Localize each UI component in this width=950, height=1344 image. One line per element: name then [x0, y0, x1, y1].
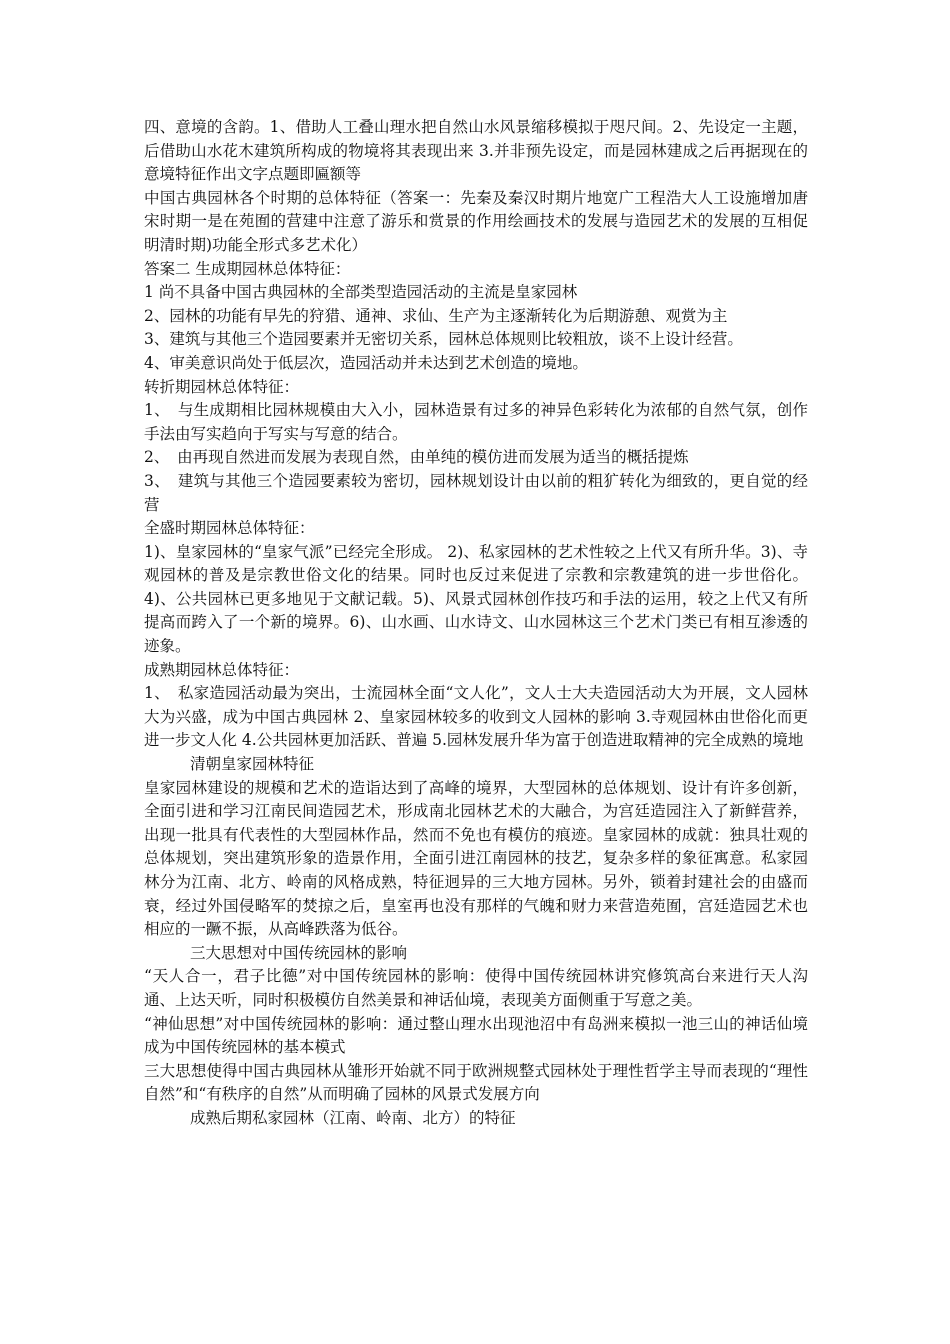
paragraph: 答案二 生成期园林总体特征： [144, 259, 351, 278]
paragraph: “神仙思想”对中国传统园林的影响：通过整山理水出现池沼中有岛洲来模拟一池三山的神话仙境成为中国传统园林的基本模式 [144, 1014, 808, 1057]
document-page [144, 116, 808, 1131]
section-heading: 成熟后期私家园林（江南、岭南、北方）的特征 [190, 1108, 516, 1127]
paragraph: 中国古典园林各个时期的总体特征（答案一：先秦及秦汉时期片地宽广工程浩大人工设施增加唐宋时期一是在苑囿的营建中注意了游乐和赏景的作用绘画技术的发展与造园艺术的发展的互相促明清时期)功能全形式多艺术化） [144, 188, 808, 254]
paragraph: 3、 建筑与其他三个造园要素较为密切，园林规划设计由以前的粗犷转化为细致的，更自觉的经营 [144, 471, 808, 514]
paragraph: 转折期园林总体特征： [144, 377, 300, 396]
paragraph: “天人合一，君子比德”对中国传统园林的影响：使得中国传统园林讲究修筑高台来进行天人沟通、上达天听，同时积极模仿自然美景和神话仙境，表现美方面侧重于写意之美。 [144, 967, 808, 1009]
paragraph: 成熟期园林总体特征： [144, 660, 300, 679]
section-heading: 三大思想对中国传统园林的影响 [190, 943, 408, 962]
paragraph: 3、建筑与其他三个造园要素并无密切关系，园林总体规则比较粗放，谈不上设计经营。 [144, 330, 743, 349]
paragraph: 全盛时期园林总体特征： [144, 519, 315, 538]
paragraph: 1、 私家造园活动最为突出，士流园林全面“文人化”，文人士大夫造园活动大为开展，文人园林大为兴盛，成为中国古典园林 2、皇家园林较多的收到文人园林的影响 3.寺观园林由世俗化而更进一步文人化 4.公共园林更加活跃、普遍 5.园林发展升华为富于创造进取精神的完全成熟的境地 [144, 684, 808, 750]
paragraph: 皇家园林建设的规模和艺术的造诣达到了高峰的境界，大型园林的总体规划、设计有许多创新，全面引进和学习江南民间造园艺术，形成南北园林艺术的大融合，为宫廷造园注入了新鲜营养，出现一批具有代表性的大型园林作品，然而不免也有模仿的痕迹。皇家园林的成就：独具壮观的总体规划，突出建筑形象的造景作用，全面引进江南园林的技艺，复杂多样的象征寓意。私家园林分为江南、北方、岭南的风格成熟，特征迥异的三大地方园林。另外，锁着封建社会的由盛而衰，经过外国侵略军的焚掠之后，皇室再也没有那样的气魄和财力来营造苑囿，宫廷造园艺术也相应的一蹶不振，从高峰跌落为低谷。 [144, 778, 808, 939]
paragraph: 1 尚不具备中国古典园林的全部类型造园活动的主流是皇家园林 [144, 283, 578, 302]
paragraph: 1、 与生成期相比园林规模由大入小，园林造景有过多的神异色彩转化为浓郁的自然气氛，创作手法由写实趋向于写实与写意的结合。 [144, 401, 808, 443]
section-heading: 清朝皇家园林特征 [190, 755, 315, 774]
paragraph: 4、审美意识尚处于低层次，造园活动并未达到艺术创造的境地。 [144, 353, 588, 372]
paragraph: 1)、皇家园林的“皇家气派”已经完全形成。 2)、私家园林的艺术性较之上代又有所升华。3)、寺观园林的普及是宗教世俗文化的结果。同时也反过来促进了宗教和宗教建筑的进一步世俗化。4)、公共园林已更多地见于文献记载。5)、风景式园林创作技巧和手法的运用，较之上代又有所提高而跨入了一个新的境界。6)、山水画、山水诗文、山水园林这三个艺术门类已有相互渗透的迹象。 [144, 542, 808, 656]
paragraph: 2、园林的功能有早先的狩猎、通神、求仙、生产为主逐渐转化为后期游憩、观赏为主 [144, 306, 728, 325]
paragraph: 2、 由再现自然进而发展为表现自然，由单纯的模仿进而发展为适当的概括提炼 [144, 448, 689, 467]
paragraph: 三大思想使得中国古典园林从雏形开始就不同于欧洲规整式园林处于理性哲学主导而表现的“理性自然”和“有秩序的自然”从而明确了园林的风景式发展方向 [144, 1061, 808, 1104]
paragraph: 四、意境的含韵。1、借助人工叠山理水把自然山水风景缩移模拟于咫尺间。2、先设定一主题，后借助山水花木建筑所构成的物境将其表现出来 3.并非预先设定，而是园林建成之后再据现在的意境特征作出文字点题即匾额等 [144, 118, 808, 184]
